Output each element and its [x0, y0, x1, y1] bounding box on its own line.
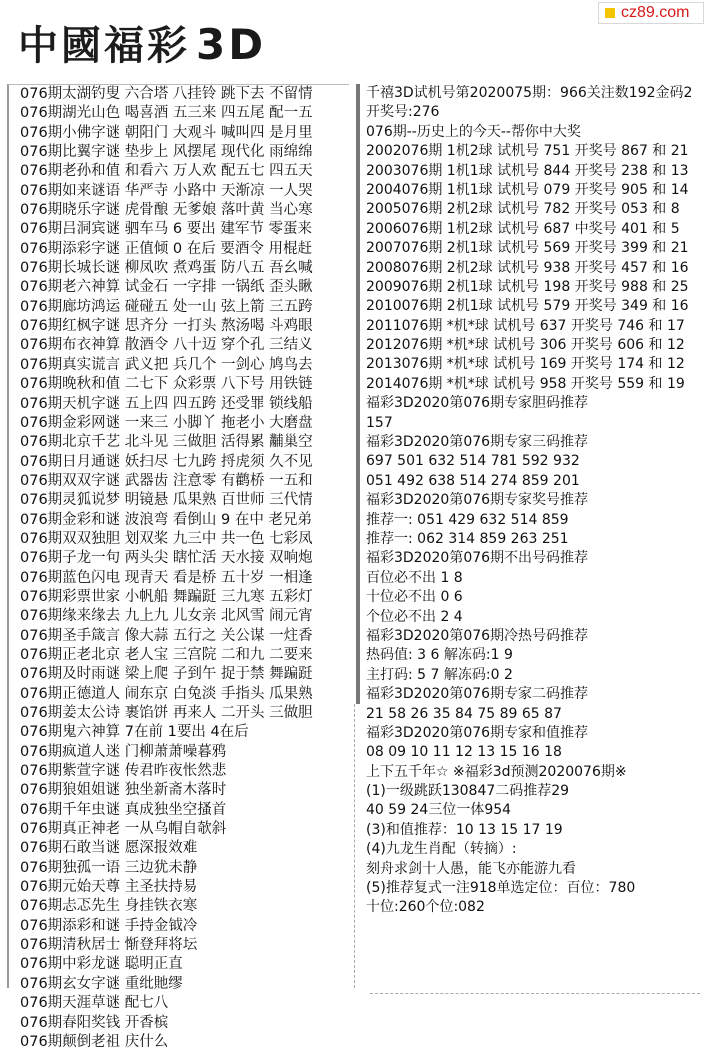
riddle-line: 076期灵狐说梦 明镜悬 瓜果熟 百世师 三代情 [20, 492, 313, 509]
prediction-line: 2008076期 2机2球 试机号 938 开奖号 457 和 16 [366, 259, 689, 276]
prediction-line: 697 501 632 514 781 592 932 [366, 453, 580, 470]
prediction-line: 40 59 24三位一体954 [366, 802, 512, 819]
prediction-line: 2003076期 1机1球 试机号 844 开奖号 238 和 13 [366, 162, 689, 179]
prediction-line: 2006076期 1机2球 试机号 687 中奖号 401 和 5 [366, 220, 680, 237]
prediction-line: 十位:260个位:082 [366, 899, 485, 916]
riddle-line: 076期老孙和值 和看六 万人欢 配五七 四五天 [20, 163, 313, 180]
riddle-line: 076期玄女字谜 重纰貤缪 [20, 975, 183, 992]
riddle-line: 076期真正神老 一从乌帽自欹斜 [20, 821, 227, 838]
prediction-line: 076期--历史上的今天--帮你中大奖 [366, 123, 581, 140]
prediction-line: 2012076期 *机*球 试机号 306 开奖号 606 和 12 [366, 337, 685, 354]
riddle-line: 076期晓乐字谜 虎骨酿 无爹娘 落叶黄 当心寒 [20, 202, 313, 219]
riddle-line: 076期圣手箴言 像大蒜 五行之 关公谋 一炷香 [20, 627, 313, 644]
prediction-line: 2004076期 1机1球 试机号 079 开奖号 905 和 14 [366, 181, 689, 198]
prediction-line: 2013076期 *机*球 试机号 169 开奖号 174 和 12 [366, 356, 685, 373]
riddle-line: 076期双双独胆 划双桨 九三中 共一色 七彩凤 [20, 530, 313, 547]
prediction-line: 2002076期 1机2球 试机号 751 开奖号 867 和 21 [366, 143, 689, 160]
bottom-divider [370, 993, 700, 994]
prediction-line: 2014076期 *机*球 试机号 958 开奖号 559 和 19 [366, 375, 685, 392]
riddle-line: 076期及时雨谜 梁上爬 子到午 捉于禁 舞蹁跹 [20, 666, 313, 683]
prediction-line: 刻舟求剑十人愚，能飞亦能游九看 [366, 860, 576, 877]
riddle-line: 076期比翼字谜 垫步上 风摆尾 现代化 雨绵绵 [20, 144, 313, 161]
site-badge[interactable] [598, 2, 704, 24]
riddle-line: 076期正老北京 老人宝 三宫院 二和九 二要来 [20, 646, 313, 663]
prediction-line: 福彩3D2020第076期专家二码推荐 [366, 686, 589, 703]
prediction-line: 上下五千年☆ ※福彩3d预测2020076期※ [366, 763, 627, 780]
prediction-line: (1)一级跳跃130847二码推荐29 [366, 783, 570, 800]
site-badge-text: cz89.com [621, 4, 690, 21]
riddle-line: 076期真实谎言 武义把 兵几个 一剑心 鸠鸟去 [20, 356, 313, 373]
prediction-line: 2009076期 2机1球 试机号 198 开奖号 988 和 25 [366, 278, 689, 295]
prediction-line: 个位必不出 2 4 [366, 608, 463, 625]
logo-3d-text: 3D [196, 20, 267, 69]
prediction-line: 福彩3D2020第076期专家胆码推荐 [366, 395, 589, 412]
riddle-line: 076期千年虫谜 真成独坐空搔首 [20, 801, 227, 818]
square-icon [605, 8, 615, 18]
logo-chinese-text: 中國福彩 [18, 22, 190, 69]
riddle-line: 076期清秋居士 惭登拜将坛 [20, 937, 198, 954]
riddle-line: 076期廊坊鸿运 碰碰五 处一山 弦上箭 三五跨 [20, 298, 313, 315]
riddle-line: 076期蓝色闪电 现青天 看是桥 五十岁 一相逢 [20, 569, 313, 586]
riddle-line: 076期布衣神算 散酒令 八十迈 穿个孔 三结义 [20, 337, 313, 354]
column-divider [356, 84, 360, 704]
site-logo [18, 14, 266, 71]
prediction-line: 推荐一: 062 314 859 263 251 [366, 530, 569, 547]
riddle-line: 076期春阳奖钱 开香槟 [20, 1014, 169, 1031]
riddle-line: 076期紫萱字谜 传君昨夜怅然悲 [20, 763, 227, 780]
riddle-list-column [7, 84, 349, 1050]
riddle-line: 076期如来谜语 华严寺 小路中 天渐凉 一人哭 [20, 182, 313, 199]
riddle-line: 076期老六神算 试金石 一字排 一锅纸 歪头瞅 [20, 279, 313, 296]
prediction-line: 福彩3D2020第076期专家三码推荐 [366, 434, 589, 451]
prediction-line: 157 [366, 414, 393, 431]
riddle-line: 076期红枫字谜 思齐分 一打头 熬汤喝 斗鸡眼 [20, 318, 313, 335]
prediction-line: 051 492 638 514 274 859 201 [366, 472, 580, 489]
riddle-line: 076期添彩和谜 手持金钺冷 [20, 917, 198, 934]
riddle-line: 076期天涯草谜 配七八 [20, 995, 169, 1012]
riddle-line: 076期小佛字谜 朝阳门 大观斗 喊叫四 是月里 [20, 124, 313, 141]
riddle-line: 076期狼姐姐谜 独坐新斋木落时 [20, 782, 227, 799]
riddle-line: 076期北京千艺 北斗见 三做胆 活得累 黼巢空 [20, 434, 313, 451]
column-divider-dashed [354, 704, 357, 988]
riddle-line: 076期缘来缘去 九上九 儿女亲 北风雪 闹元宵 [20, 608, 313, 625]
riddle-line: 076期太湖钓叟 六合塔 八挂铃 跳下去 不留情 [20, 86, 313, 102]
riddle-line: 076期子龙一句 两头尖 瞎忙活 天水接 双响炮 [20, 550, 313, 567]
prediction-line: 热码值: 3 6 解冻码:1 9 [366, 647, 513, 664]
riddle-line: 076期日月通谜 妖扫尽 七九跨 捋虎须 久不见 [20, 453, 313, 470]
prediction-line: 2010076期 2机1球 试机号 579 开奖号 349 和 16 [366, 298, 689, 315]
riddle-line: 076期姜太公诗 裹馅饼 再来人 二开头 三做胆 [20, 705, 313, 721]
riddle-line: 076期中彩龙谜 聪明正直 [20, 956, 183, 973]
riddle-line: 076期疯道人迷 门柳萧萧噪暮鸦 [20, 743, 227, 760]
prediction-line: 2011076期 *机*球 试机号 637 开奖号 746 和 17 [366, 317, 685, 334]
riddle-line: 076期元始天尊 主圣扶持易 [20, 879, 198, 896]
prediction-line: 十位必不出 0 6 [366, 589, 463, 606]
prediction-line: (4)九龙生肖配（转摘）: [366, 841, 517, 858]
riddle-line: 076期双双字谜 武器齿 注意零 有鹳桥 一五和 [20, 472, 313, 489]
riddle-line: 076期天机字谜 五上四 四五跨 还受罪 锁线船 [20, 395, 313, 412]
riddle-list [9, 85, 349, 1052]
prediction-line: 推荐一: 051 429 632 514 859 [366, 511, 569, 528]
riddle-line: 076期金彩网谜 一来三 小脚丫 拖老小 大磨盘 [20, 414, 313, 431]
prediction-line: 福彩3D2020第076期专家奖号推荐 [366, 492, 589, 509]
riddle-line: 076期鬼六神算 7在前 1要出 4在后 [20, 724, 249, 741]
prediction-line: 福彩3D2020第076期不出号码推荐 [366, 550, 589, 567]
riddle-line: 076期长城长谜 柳凤吹 煮鸡蛋 防八五 吾幺喊 [20, 260, 313, 277]
prediction-line: 福彩3D2020第076期专家和值推荐 [366, 724, 589, 741]
prediction-line: 开奖号:276 [366, 104, 440, 121]
prediction-column [366, 84, 704, 987]
prediction-line: 千禧3D试机号第2020075期：966关注数192金码2 [366, 85, 693, 101]
riddle-line: 076期石敢当谜 愿深报效难 [20, 840, 198, 857]
prediction-line: 福彩3D2020第076期冷热号码推荐 [366, 627, 589, 644]
riddle-line: 076期正德道人 闹东京 白兔淡 手指头 瓜果熟 [20, 685, 313, 702]
prediction-line: 百位必不出 1 8 [366, 569, 463, 586]
prediction-line: 08 09 10 11 12 13 15 16 18 [366, 744, 562, 761]
riddle-line: 076期忐忑先生 身挂铁衣寒 [20, 898, 198, 915]
riddle-line: 076期晚秋和值 二七下 众彩票 八下号 用铁链 [20, 376, 313, 393]
riddle-line: 076期金彩和谜 波浪弯 看倒山 9 在中 老兄弟 [20, 511, 312, 528]
prediction-line: 主打码: 5 7 解冻码:0 2 [366, 666, 513, 683]
page-header [0, 0, 709, 78]
prediction-line: (5)推荐复式一注918单选定位：百位：780 [366, 880, 636, 897]
riddle-line: 076期颠倒老祖 庆什么 [20, 1033, 169, 1050]
prediction-line: 2005076期 2机2球 试机号 782 开奖号 053 和 8 [366, 201, 680, 218]
riddle-line: 076期彩票世家 小帆船 舞蹁跹 三九寒 五彩灯 [20, 588, 313, 605]
prediction-line: (3)和值推荐：10 13 15 17 19 [366, 821, 563, 838]
prediction-list [366, 84, 704, 918]
riddle-line: 076期湖光山色 喝喜酒 五三来 四五尾 配一五 [20, 105, 313, 122]
riddle-line: 076期添彩字谜 正值倾 0 在后 要酒令 用棍赶 [20, 240, 312, 257]
prediction-line: 21 58 26 35 84 75 89 65 87 [366, 705, 562, 722]
riddle-line: 076期吕洞宾谜 驷车马 6 要出 建军节 零蛋来 [20, 221, 312, 238]
prediction-line: 2007076期 2机1球 试机号 569 开奖号 399 和 21 [366, 240, 689, 257]
riddle-line: 076期独孤一语 三边犹未静 [20, 859, 198, 876]
